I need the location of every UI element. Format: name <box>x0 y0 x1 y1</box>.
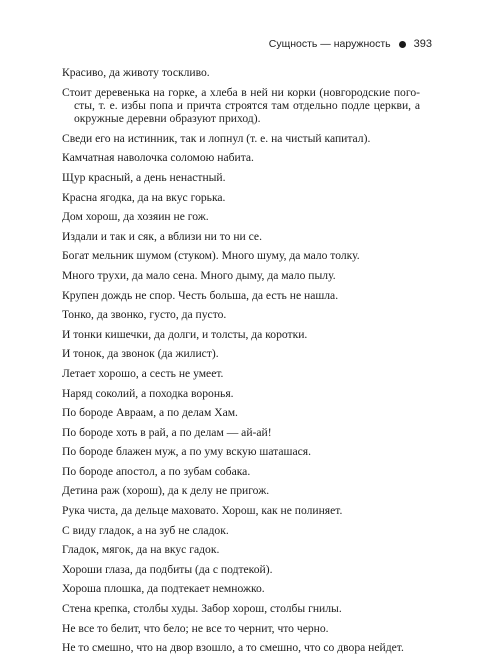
proverb-line: Наряд соколий, а походка воронья. <box>62 386 234 400</box>
proverb-line: По бороде хоть в рай, а по делам — ай-ай! <box>62 425 272 439</box>
proverb-line: Дом хорош, да хозяин не гож. <box>62 210 209 224</box>
proverb-line: И тонок, да звонок (да жилист). <box>62 347 219 361</box>
proverb-line: Стена крепка, столбы худы. Забор хорош, столбы гнилы. <box>62 602 342 616</box>
proverb-line: По бороде апостол, а по зубам собака. <box>62 464 251 478</box>
running-head <box>269 38 432 50</box>
proverb-line: Летает хорошо, а сесть не умеет. <box>62 366 224 380</box>
proverb-line: Хороша плошка, да подтекает немножко. <box>62 582 265 596</box>
proverb-line: Красна ягодка, да на вкус горька. <box>62 190 226 204</box>
proverb-line: Сведи его на истинник, так и лопнул (т. е. на чистый капитал). <box>62 131 371 145</box>
running-head-title: Сущность — наружность <box>268 38 391 50</box>
proverb-line: Хороши глаза, да подбиты (да с подтекой). <box>62 562 273 576</box>
proverb-line: Камчатная наволочка соломою набита. <box>62 151 254 165</box>
proverb-line: Не то смешно, что на двор взошло, а то смешно, что со двора нейдет. <box>62 641 404 655</box>
proverb-line: По бороде Авраам, а по делам Хам. <box>62 406 238 420</box>
proverb-line: И тонки кишечки, да долги, и толсты, да коротки. <box>62 327 308 341</box>
proverb-line: Крупен дождь не спор. Честь больша, да есть не нашла. <box>62 288 339 302</box>
proverb-line: Издали и так и сяк, а вблизи ни то ни се. <box>62 229 262 243</box>
proverb-line: Щур красный, а день ненастный. <box>62 170 226 184</box>
proverb-list <box>62 66 420 661</box>
proverb-line: С виду гладок, а на зуб не сладок. <box>62 523 229 537</box>
proverb-line: Много трухи, да мало сена. Много дыму, да мало пылу. <box>62 268 336 282</box>
bullet-icon <box>399 41 406 48</box>
proverb-line: По бороде блажен муж, а по уму вскую шаташася. <box>62 445 311 459</box>
proverb-line: Детина раж (хорош), да к делу не пригож. <box>62 484 270 498</box>
proverb-line: Стоит деревенька на горке, а хлеба в ней ни корки (новгородские погосты, т. е. избы попа и причта строятся там отдельно подле церкви, а окружные деревни образуют приход). <box>62 85 420 126</box>
proverb-line: Красиво, да животу тоскливо. <box>62 66 210 79</box>
proverb-line: Гладок, мягок, да на вкус гадок. <box>62 543 220 557</box>
proverb-line: Рука чиста, да дельце маховато. Хорош, как не полиняет. <box>62 504 343 518</box>
proverb-line: Тонко, да звонко, густо, да пусто. <box>62 308 227 322</box>
page-number: 393 <box>413 38 432 50</box>
proverb-line: Богат мельник шумом (стуком). Много шуму, да мало толку. <box>62 249 360 263</box>
proverb-line: Не все то белит, что бело; не все то чернит, что черно. <box>62 621 329 635</box>
